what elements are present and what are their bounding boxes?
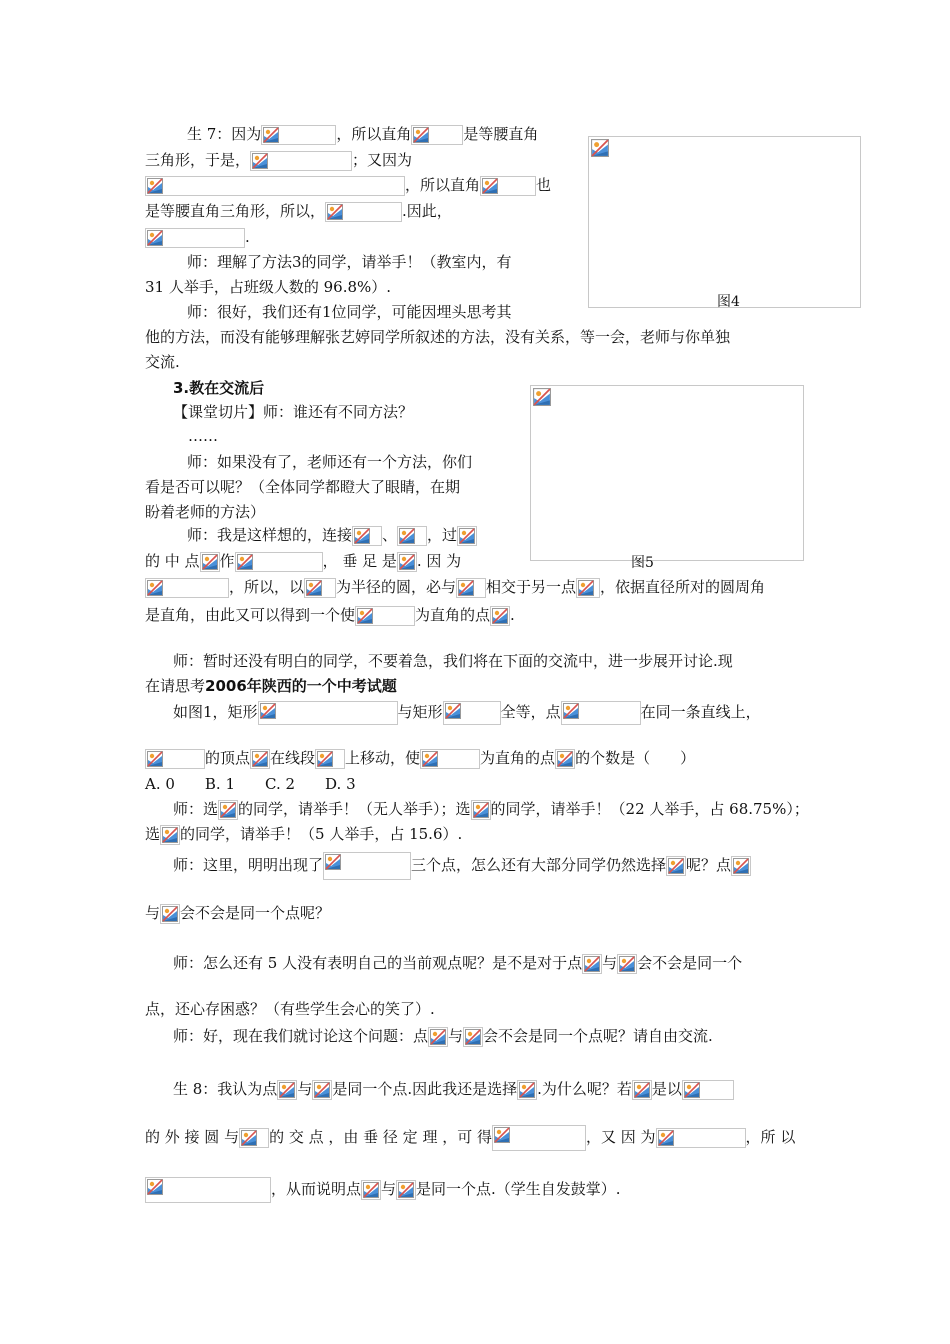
formula-image	[235, 552, 323, 572]
paragraph-teacher-if-3: 盼着老师的方法）	[145, 503, 266, 521]
paragraph-five-cont: 点，还心存困惑？（有些学生会心的笑了）.	[145, 1000, 435, 1018]
paragraph-teacher-way: 师：我是这样想的，连接 、 ，过	[187, 522, 477, 548]
formula-image	[682, 1080, 734, 1100]
broken-image-icon	[733, 858, 749, 874]
paragraph-s8-cont: 的 外 接 圆 与 的 交 点 ，由 垂 径 定 理 ，可 得 ，又 因 为 ，所 以	[145, 1124, 795, 1151]
broken-image-icon	[399, 554, 415, 570]
broken-image-icon	[354, 528, 370, 544]
formula-image	[239, 1128, 269, 1148]
broken-image-icon	[619, 956, 635, 972]
formula-image	[261, 125, 336, 145]
broken-image-icon	[492, 608, 508, 624]
formula-image	[457, 526, 477, 546]
broken-image-icon	[147, 230, 163, 246]
figure-4-caption: 图4	[717, 294, 740, 310]
formula-image	[411, 125, 463, 145]
formula-image	[492, 1125, 586, 1151]
broken-image-icon	[314, 1082, 330, 1098]
broken-image-icon	[563, 703, 579, 719]
broken-image-icon	[306, 580, 322, 596]
formula-image	[666, 856, 686, 876]
broken-image-icon	[473, 802, 489, 818]
broken-image-icon	[533, 388, 551, 406]
paragraph-method3: 师：理解了方法3的同学，请举手！（教室内，有	[187, 253, 512, 271]
broken-image-icon	[634, 1082, 650, 1098]
broken-image-icon	[458, 580, 474, 596]
paragraph-s8-end: ，从而说明点 与 是同一个点.（学生自发鼓掌）.	[145, 1176, 621, 1203]
formula-image	[576, 578, 600, 598]
broken-image-icon	[422, 751, 438, 767]
formula-image	[312, 1080, 332, 1100]
formula-image	[355, 606, 415, 626]
paragraph-discuss: 师：好，现在我们就讨论这个问题：点 与 会不会是同一个点呢？请自由交流.	[173, 1027, 713, 1045]
paragraph-teacher-if-2: 看是否可以呢？（全体同学都瞪大了眼睛，在期	[145, 478, 461, 496]
broken-image-icon	[398, 1182, 414, 1198]
formula-image	[396, 1180, 416, 1200]
paragraph-s7-line5: .	[145, 224, 250, 250]
broken-image-icon	[237, 554, 253, 570]
formula-image	[561, 701, 641, 725]
formula-image	[218, 800, 238, 820]
paragraph-five: 师：怎么还有 5 人没有表明自己的当前观点呢？是不是对于点 与 会不会是同一个	[173, 954, 743, 972]
broken-image-icon	[482, 178, 498, 194]
formula-image	[304, 578, 336, 598]
formula-image	[582, 954, 602, 974]
formula-image	[456, 578, 486, 598]
broken-image-icon	[317, 751, 333, 767]
formula-image	[258, 701, 398, 725]
paragraph-so-circle: ，所以，以 为半径的圆，必与 相交于另一点 ，依据直径所对的圆周角	[145, 574, 765, 600]
paragraph-s7-line3: ，所以直角 也	[145, 172, 551, 198]
formula-image	[352, 526, 382, 546]
formula-image	[463, 1027, 483, 1047]
paragraph-vote: 师：选 的同学，请举手！（无人举手）；选 的同学，请举手！（22 人举手，占 68.75%）；	[173, 800, 809, 818]
formula-image	[145, 578, 229, 598]
broken-image-icon	[252, 751, 268, 767]
broken-image-icon	[147, 178, 163, 194]
formula-image	[200, 552, 220, 572]
broken-image-icon	[494, 1127, 510, 1143]
paragraph-temporary-cont: 在请思考2006年陕西的一个中考试题	[145, 677, 397, 695]
broken-image-icon	[459, 528, 475, 544]
broken-image-icon	[147, 580, 163, 596]
problem-line-2: 的顶点 在线段 上移动，使 为直角的点 的个数是（ ）	[145, 745, 695, 771]
formula-image	[325, 202, 402, 222]
broken-image-icon	[557, 751, 573, 767]
formula-image	[160, 904, 180, 924]
broken-image-icon	[684, 1082, 700, 1098]
figure-5-caption: 图5	[631, 555, 654, 571]
broken-image-icon	[325, 854, 341, 870]
paragraph-one-student-end: 交流.	[145, 353, 180, 371]
paragraph-one-student: 师：很好，我们还有1位同学，可能因埋头思考其	[187, 303, 512, 321]
formula-image	[397, 552, 417, 572]
broken-image-icon	[263, 127, 279, 143]
broken-image-icon	[519, 1082, 535, 1098]
figure-5	[530, 385, 804, 571]
broken-image-icon	[162, 906, 178, 922]
formula-image	[361, 1180, 381, 1200]
broken-image-icon	[465, 1029, 481, 1045]
problem-options: A. 0 B. 1 C. 2 D. 3	[145, 775, 356, 793]
formula-image	[277, 1080, 297, 1100]
formula-image	[250, 749, 270, 769]
formula-image	[443, 701, 501, 725]
paragraph-s7-line1: 生 7：因为 ，所以直角 是等腰直角	[187, 125, 539, 143]
formula-image	[428, 1027, 448, 1047]
paragraph-s7-line4: 是等腰直角三角形，所以， .因此，	[145, 202, 452, 220]
section-heading-3: 3.教在交流后	[173, 379, 265, 397]
broken-image-icon	[357, 608, 373, 624]
paragraph-s7-line2: 三角形，于是， ；又因为	[145, 151, 413, 169]
formula-image	[632, 1080, 652, 1100]
broken-image-icon	[578, 580, 594, 596]
formula-image	[420, 749, 480, 769]
broken-image-icon	[279, 1082, 295, 1098]
broken-image-icon	[584, 956, 600, 972]
paragraph-here: 师：这里，明明出现了 三个点，怎么还有大部分同学仍然选择 呢？点	[173, 852, 751, 880]
paragraph-vote-cont: 选 的同学，请举手！（5 人举手，占 15.6）.	[145, 825, 463, 843]
paragraph-teacher-if: 师：如果没有了，老师还有一个方法，你们	[187, 453, 473, 471]
broken-image-icon	[658, 1130, 674, 1146]
broken-image-icon	[162, 827, 178, 843]
broken-image-icon	[147, 1179, 163, 1195]
formula-image	[471, 800, 491, 820]
paragraph-method3-cont: 31 人举手，占班级人数的 96.8%）.	[145, 278, 392, 296]
broken-image-icon	[363, 1182, 379, 1198]
formula-image	[145, 176, 405, 196]
broken-image-icon	[591, 139, 609, 157]
broken-image-icon	[220, 802, 236, 818]
broken-image-icon	[241, 1130, 257, 1146]
formula-image	[315, 749, 345, 769]
broken-image-icon	[147, 751, 163, 767]
formula-image	[145, 1177, 271, 1203]
problem-line-1: 如图1，矩形 与矩形 全等，点 在同一条直线上，	[173, 699, 761, 725]
formula-image	[160, 825, 180, 845]
paragraph-temporary: 师：暂时还没有明白的同学，不要着急，我们将在下面的交流中，进一步展开讨论.现	[173, 652, 733, 670]
broken-image-icon	[202, 554, 218, 570]
formula-image	[323, 852, 411, 880]
paragraph-one-student-cont: 他的方法，而没有能够理解张艺婷同学所叙述的方法，没有关系，等一会，老师与你单独	[145, 328, 731, 346]
broken-image-icon	[399, 528, 415, 544]
formula-image	[250, 151, 352, 171]
broken-image-icon	[327, 204, 343, 220]
paragraph-ellipsis: ……	[188, 427, 218, 445]
formula-image	[517, 1080, 537, 1100]
formula-image	[490, 606, 510, 626]
formula-image	[397, 526, 427, 546]
paragraph-midpoint: 的 中 点 作 ， 垂 足 是 . 因 为	[145, 552, 462, 570]
broken-image-icon	[668, 858, 684, 874]
formula-image	[617, 954, 637, 974]
formula-image	[731, 856, 751, 876]
broken-image-icon	[445, 703, 461, 719]
formula-image	[656, 1128, 746, 1148]
paragraph-slice: 【课堂切片】师：谁还有不同方法？	[173, 403, 414, 421]
formula-image	[145, 749, 205, 769]
broken-image-icon	[430, 1029, 446, 1045]
figure-4	[588, 136, 861, 308]
broken-image-icon	[260, 703, 276, 719]
paragraph-s8: 生 8：我认为点 与 是同一个点.因此我还是选择 .为什么呢？若 是以	[173, 1076, 734, 1102]
formula-image	[480, 176, 536, 196]
paragraph-right-angle: 是直角，由此又可以得到一个使 为直角的点 .	[145, 606, 515, 624]
broken-image-icon	[252, 153, 268, 169]
paragraph-here-cont: 与 会不会是同一个点呢？	[145, 904, 331, 922]
formula-image	[145, 228, 245, 248]
formula-image	[555, 749, 575, 769]
broken-image-icon	[413, 127, 429, 143]
